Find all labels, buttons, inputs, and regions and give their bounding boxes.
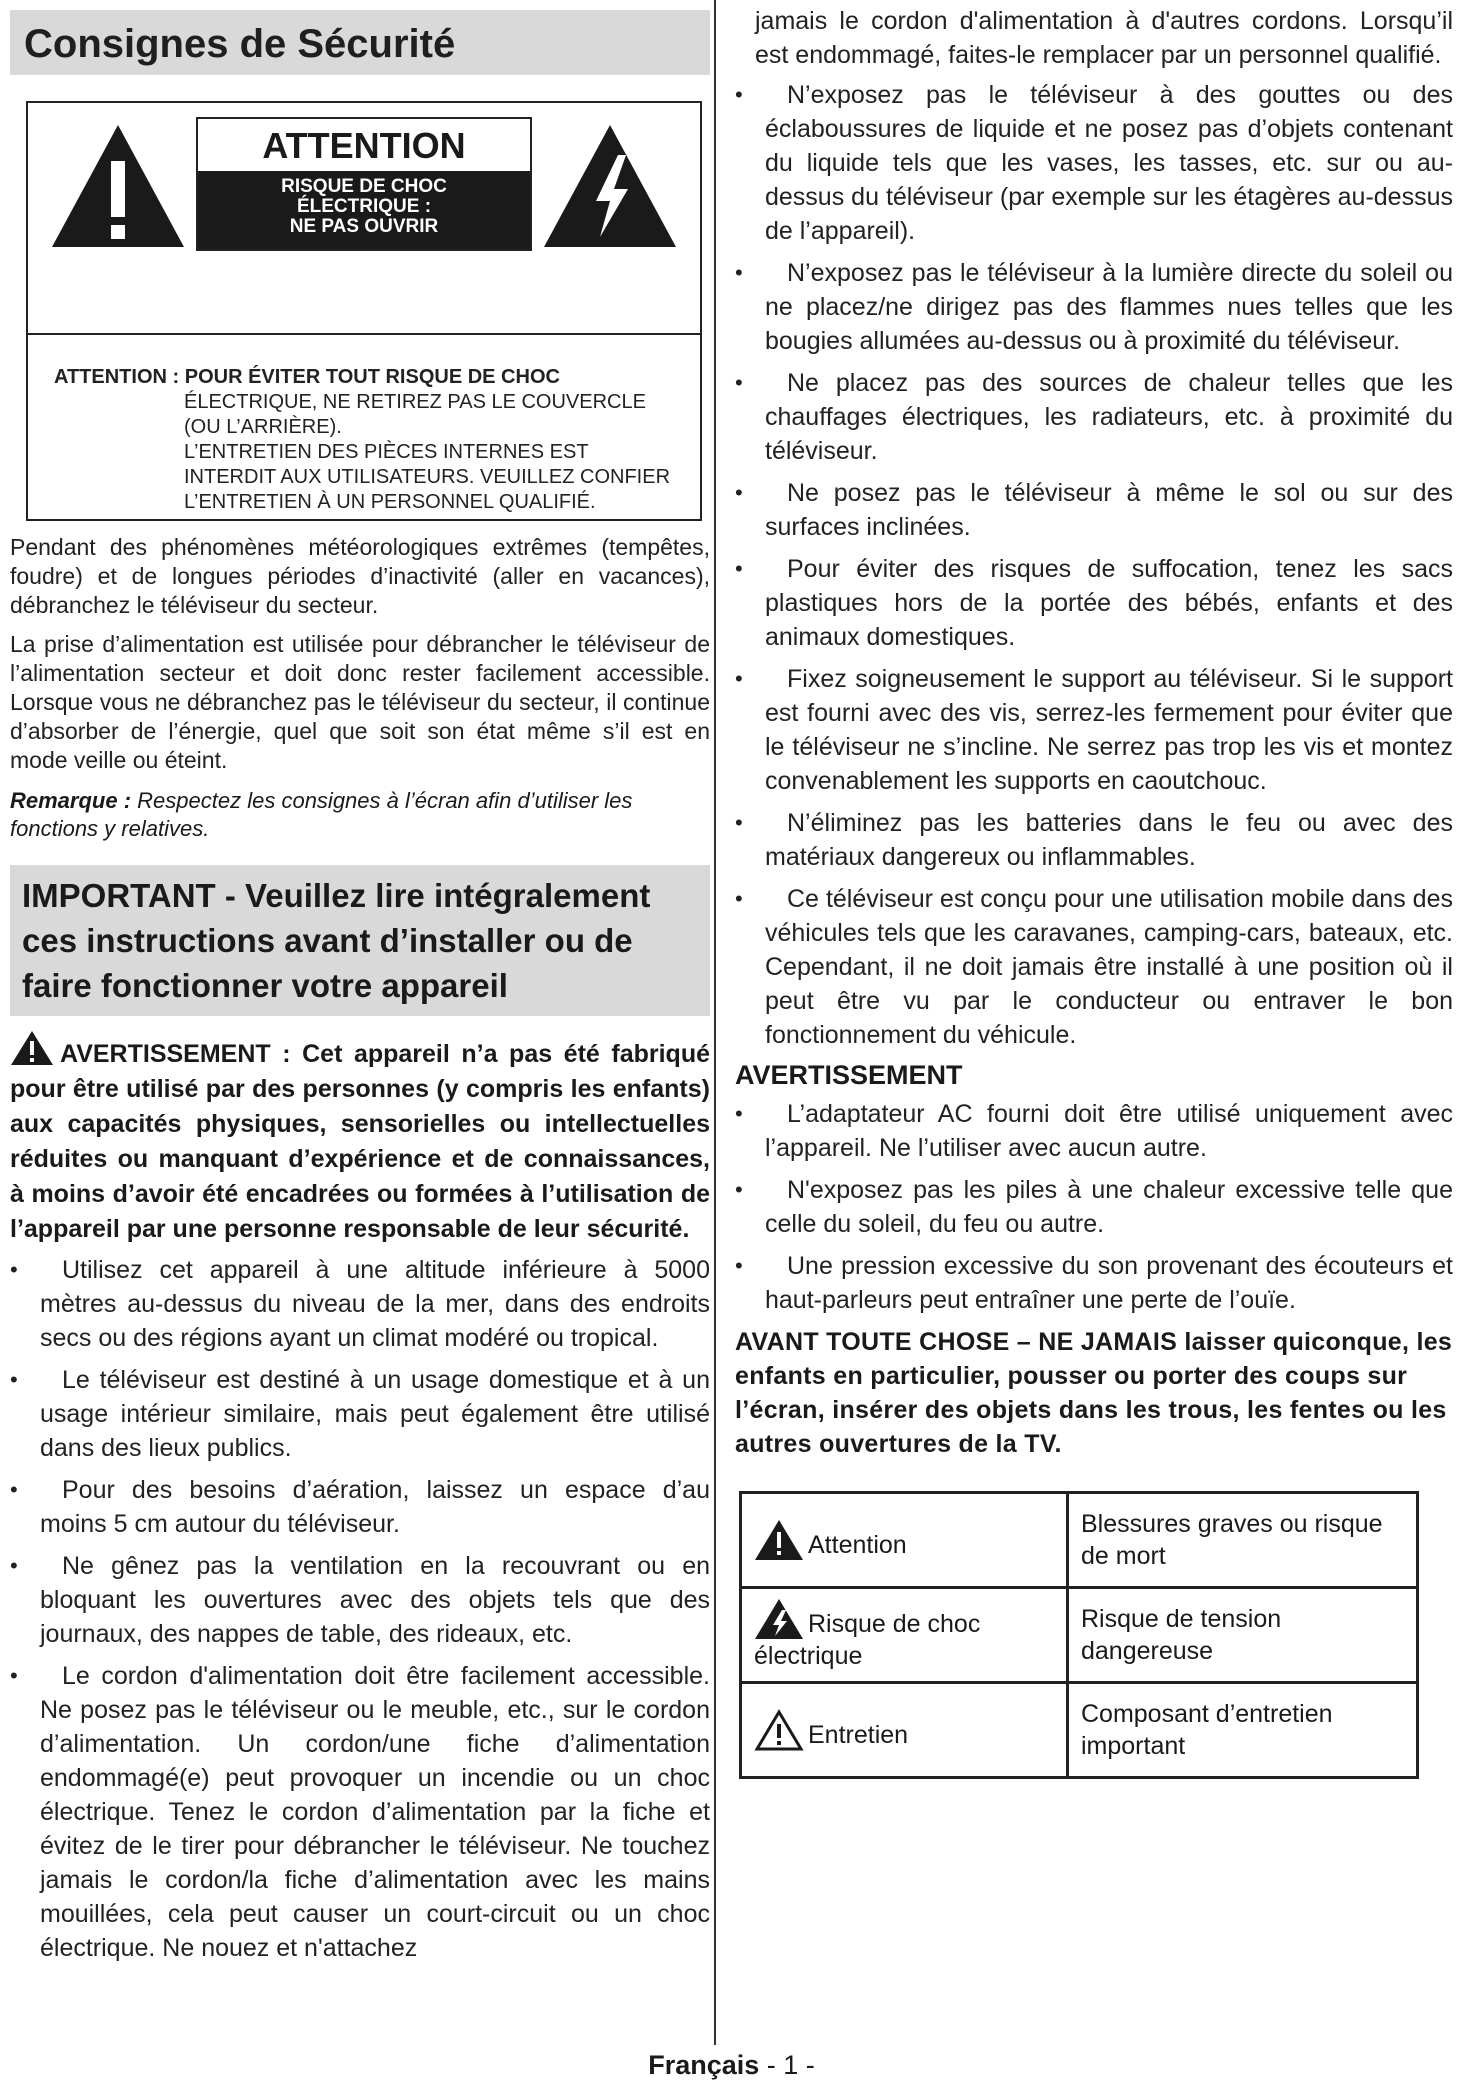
warning-band-line: NE PAS OUVRIR xyxy=(289,216,439,237)
warning-text-line: ÉLECTRIQUE, NE RETIREZ PAS LE COUVERCLE xyxy=(184,391,646,413)
warning-label xyxy=(196,117,532,251)
footer-language: Français xyxy=(648,2050,760,2080)
legend-label: Entretien xyxy=(808,1721,909,1749)
warning-box xyxy=(26,101,702,521)
list-item: • Le cordon d'alimentation doit être facilement accessible. Ne posez pas le téléviseur ou le meuble, etc., sur le cordon d’alimentation. Un cordon/une fiche d’alimentation endommagé(e) peut provoquer un incendie ou un choc électrique. Tenez le cordon d’alimentation par la fiche et évitez de le tirer pour débrancher le téléviseur. Ne touchez jamais le cordon/la fiche d’alimentation avec les mains mouillées, cela peut causer un court-circuit ou un choc électrique. Ne nouez et n'attachez xyxy=(10,1659,710,1965)
warning-text-line: L’ENTRETIEN À UN PERSONNEL QUALIFIÉ. xyxy=(184,491,596,513)
warning-text-line: INTERDIT AUX UTILISATEURS. VEUILLEZ CONFIER xyxy=(184,466,671,488)
list-item: • Le téléviseur est destiné à un usage domestique et à un usage intérieur similaire, mais peut également être utilisé dans des lieux publics. xyxy=(10,1363,710,1465)
left-column xyxy=(10,0,710,1973)
left-bullet-list xyxy=(10,1253,710,1965)
list-item: • Ne posez pas le téléviseur à même le sol ou sur des surfaces inclinées. xyxy=(735,476,1453,544)
warning-icon xyxy=(754,1519,804,1561)
remark-text: Respectez les consignes à l’écran afin d’utiliser les fonctions y relatives. xyxy=(10,788,633,841)
remark-label: Remarque : xyxy=(10,788,132,813)
table-row xyxy=(741,1683,1418,1778)
list-item: • L’adaptateur AC fourni doit être utilisé uniquement avec l’appareil. Ne l’utiliser avec aucun autre. xyxy=(735,1097,1453,1165)
warning-header xyxy=(28,103,700,335)
avertissement-heading: AVERTISSEMENT xyxy=(735,1060,963,1090)
warning-text-line: L’ENTRETIEN DES PIÈCES INTERNES EST xyxy=(184,441,589,463)
lightning-icon xyxy=(754,1598,804,1640)
legend-label-cell xyxy=(741,1493,1068,1588)
warning-band-line: ÉLECTRIQUE : xyxy=(296,196,432,217)
important-heading: IMPORTANT - Veuillez lire intégralement ces instructions avant d’installer ou de faire fonctionner votre appareil xyxy=(10,865,710,1016)
legend-label: Risque de choc électrique xyxy=(754,1610,981,1670)
list-item: • Ne gênez pas la ventilation en la recouvrant ou en bloquant les ouvertures avec des objets tels que des journaux, des nappes de table, des rideaux, etc. xyxy=(10,1549,710,1651)
list-item: • N’exposez pas le téléviseur à des gouttes ou des éclaboussures de liquide et ne posez pas d’objets contenant du liquide tels que les vases, les tasses, etc. sur ou au-dessus du téléviseur (par exemple sur les étagères au-dessus de l’appareil). xyxy=(735,78,1453,248)
warning-icon xyxy=(10,1030,54,1066)
lightning-triangle-icon xyxy=(540,121,680,251)
table-row xyxy=(741,1493,1418,1588)
right-bullet-list-2 xyxy=(735,1097,1453,1317)
power-plug-paragraph: La prise d’alimentation est utilisée pour débrancher le téléviseur de l’alimentation secteur et doit donc rester facilement accessible. Lorsque vous ne débranchez pas le téléviseur du secteur, il continue d’absorber de l’énergie, quel que soit son état même s’il est en mode veille ou éteint. xyxy=(10,631,710,773)
right-bullet-list xyxy=(735,78,1453,1052)
list-item: • Fixez soigneusement le support au téléviseur. Si le support est fourni avec des vis, serrez-les fermement pour éviter que le téléviseur ne s’incline. Ne serrez pas trop les vis et montez convenablement les supports en caoutchouc. xyxy=(735,662,1453,798)
warning-band-line: RISQUE DE CHOC xyxy=(281,176,447,197)
exclamation-triangle-icon xyxy=(48,121,188,251)
warning-text xyxy=(54,365,684,515)
warning-title: ATTENTION xyxy=(262,125,466,166)
continuation-paragraph: jamais le cordon d'alimentation à d'autres cordons. Lorsqu’il est endommagé, faites-le remplacer par un personnel qualifié. xyxy=(755,7,1453,69)
list-item: • Pour éviter des risques de suffocation, tenez les sacs plastiques hors de la portée des bébés, enfants et des animaux domestiques. xyxy=(735,552,1453,654)
right-column xyxy=(735,0,1453,1779)
avertissement-text: AVERTISSEMENT : Cet appareil n’a pas été fabriqué pour être utilisé par des personnes (y compris les enfants) aux capacités physiques, sensorielles ou intellectuelles réduites ou manquant d’expérience et de connaissances, à moins d’avoir été encadrées ou formées à l’utilisation de l’appareil par une personne responsable de leur sécurité. xyxy=(10,1040,710,1243)
legend-description: Composant d’entretien important xyxy=(1068,1683,1418,1778)
list-item: • Ne placez pas des sources de chaleur telles que les chauffages électriques, les radiateurs, etc. à proximité du téléviseur. xyxy=(735,366,1453,468)
legend-description: Risque de tension dangereuse xyxy=(1068,1588,1418,1683)
symbol-legend-table xyxy=(739,1491,1419,1779)
legend-description: Blessures graves ou risque de mort xyxy=(1068,1493,1418,1588)
page-title: Consignes de Sécurité xyxy=(10,10,710,75)
list-item: • Utilisez cet appareil à une altitude inférieure à 5000 mètres au-dessus du niveau de la mer, dans des endroits secs ou des régions ayant un climat modéré ou tropical. xyxy=(10,1253,710,1355)
warning-text-line: ATTENTION : POUR ÉVITER TOUT RISQUE DE CHOC xyxy=(54,366,560,388)
service-triangle-icon xyxy=(754,1709,804,1751)
table-row xyxy=(741,1588,1418,1683)
avertissement-paragraph xyxy=(10,1030,710,1247)
weather-paragraph: Pendant des phénomènes météorologiques extrêmes (tempêtes, foudre) et de longues périodes d’inactivité (aller en vacances), débranchez le téléviseur du secteur. xyxy=(10,534,710,618)
list-item: • Pour des besoins d’aération, laissez un espace d’au moins 5 cm autour du téléviseur. xyxy=(10,1473,710,1541)
warning-band xyxy=(198,171,530,249)
avant-toute-chose-paragraph: AVANT TOUTE CHOSE – NE JAMAIS laisser quiconque, les enfants en particulier, pousser ou porter des coups sur l’écran, insérer des objets dans les trous, les fentes ou les autres ouvertures de la TV. xyxy=(735,1328,1453,1458)
page-footer xyxy=(0,2050,1463,2081)
remark-note xyxy=(10,787,710,843)
legend-label: Attention xyxy=(808,1531,907,1559)
list-item: • N’éliminez pas les batteries dans le feu ou avec des matériaux dangereux ou inflammables. xyxy=(735,806,1453,874)
footer-page-number: - 1 - xyxy=(766,2050,815,2080)
warning-text-line: (OU L’ARRIÈRE). xyxy=(184,416,342,438)
list-item: • N'exposez pas les piles à une chaleur excessive telle que celle du soleil, du feu ou autre. xyxy=(735,1173,1453,1241)
column-divider xyxy=(714,0,716,2045)
legend-label-cell xyxy=(741,1588,1068,1683)
list-item: • Une pression excessive du son provenant des écouteurs et haut-parleurs peut entraîner une perte de l’ouïe. xyxy=(735,1249,1453,1317)
list-item: • Ce téléviseur est conçu pour une utilisation mobile dans des véhicules tels que les caravanes, camping-cars, bateaux, etc. Cependant, il ne doit jamais être installé à une position où il peut être vu par le conducteur ou entraver le bon fonctionnement du véhicule. xyxy=(735,882,1453,1052)
list-item: • N’exposez pas le téléviseur à la lumière directe du soleil ou ne placez/ne dirigez pas des flammes nues telles que les bougies allumées au-dessus ou à proximité du téléviseur. xyxy=(735,256,1453,358)
legend-label-cell xyxy=(741,1683,1068,1778)
